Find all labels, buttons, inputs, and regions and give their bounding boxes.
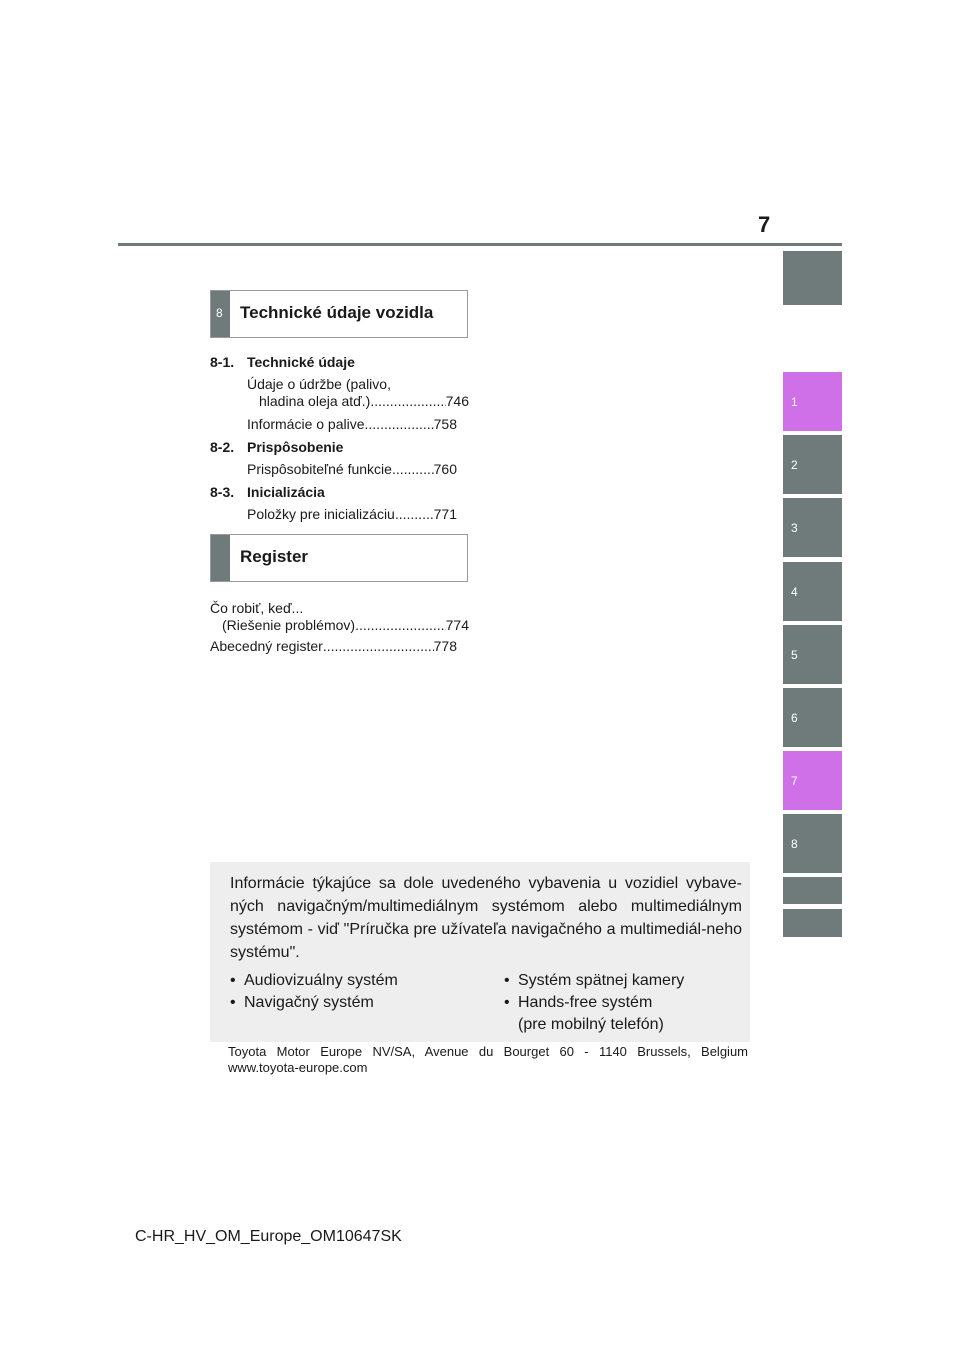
list-item-continuation: (pre mobilný telefón) bbox=[518, 1016, 664, 1033]
document-code: C-HR_HV_OM_Europe_OM10647SK bbox=[135, 1228, 402, 1245]
list-item: • Systém spätnej kamery bbox=[504, 972, 685, 989]
toc-entry[interactable]: Položky pre inicializáciu ..... 771 bbox=[247, 506, 457, 523]
section-heading-register bbox=[210, 534, 468, 582]
list-item: • Hands-free systém bbox=[504, 994, 653, 1011]
tab-3[interactable]: 3 bbox=[783, 498, 842, 557]
header-rule bbox=[118, 243, 842, 246]
toc-entry[interactable]: Čo robiť, keď... (Riešenie problémov) ..... 774 bbox=[210, 600, 457, 634]
chapter-8-3[interactable]: 8-3. Inicializácia bbox=[210, 484, 325, 500]
list-item: • Audiovizuálny systém bbox=[230, 972, 398, 989]
tab-blank-top[interactable] bbox=[783, 251, 842, 305]
section-number-badge bbox=[211, 535, 230, 581]
section-title: Register bbox=[240, 547, 309, 566]
toc-entry[interactable]: Prispôsobiteľné funkcie ..... 760 bbox=[247, 461, 457, 478]
tab-6[interactable]: 6 bbox=[783, 688, 842, 747]
chapter-8-1[interactable]: 8-1. Technické údaje bbox=[210, 354, 355, 370]
section-heading-8 bbox=[210, 290, 468, 338]
tab-2[interactable]: 2 bbox=[783, 435, 842, 494]
toc-entry[interactable]: Údaje o údržbe (palivo, hladina oleja atď.) ..... 746 bbox=[247, 376, 457, 410]
tab-8[interactable]: 8 bbox=[783, 814, 842, 873]
section-number-badge: 8 bbox=[211, 291, 230, 337]
list-item: • Navigačný systém bbox=[230, 994, 374, 1011]
tab-1[interactable]: 1 bbox=[783, 372, 842, 431]
page-number: 7 bbox=[758, 212, 771, 237]
tab-7[interactable]: 7 bbox=[783, 751, 842, 810]
toc-entry[interactable]: Abecedný register ..... 778 bbox=[210, 638, 457, 655]
info-box bbox=[210, 862, 750, 1042]
tab-blank-9[interactable] bbox=[783, 877, 842, 904]
tab-5[interactable]: 5 bbox=[783, 625, 842, 684]
tab-blank-10[interactable] bbox=[783, 909, 842, 937]
toc-entry[interactable]: Informácie o palive ..... 758 bbox=[247, 416, 457, 433]
publisher-note: Toyota Motor Europe NV/SA, Avenue du Bourget 60 - 1140 Brussels, Belgium www.toyota-europe.com bbox=[228, 1044, 748, 1075]
chapter-8-2[interactable]: 8-2. Prispôsobenie bbox=[210, 439, 344, 455]
section-title: Technické údaje vozidla bbox=[240, 303, 434, 322]
tab-4[interactable]: 4 bbox=[783, 562, 842, 621]
info-text: Informácie týkajúce sa dole uvedeného vybavenia u vozidiel vybave-ných navigačným/multimediálnym systémom alebo multimediálnym systémom - viď "Príručka pre užívateľa navigačného a multimediál-neho systému". bbox=[230, 875, 742, 961]
